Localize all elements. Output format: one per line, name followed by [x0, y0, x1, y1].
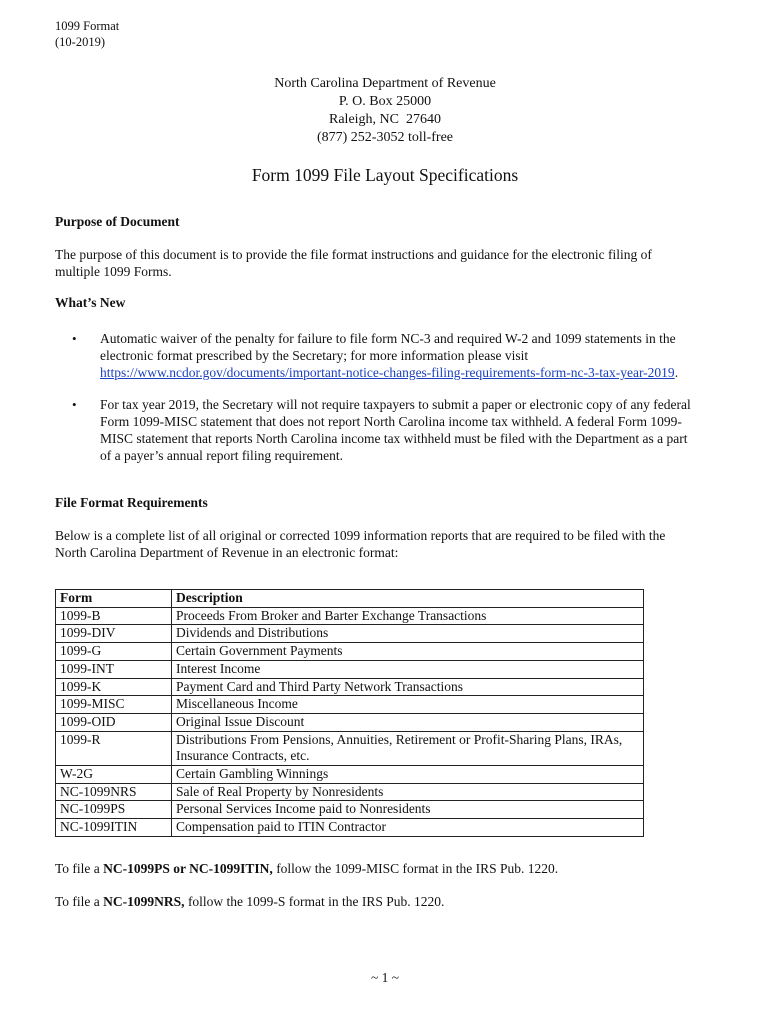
description-cell: Personal Services Income paid to Nonresidents — [172, 801, 644, 819]
agency-city: Raleigh, NC 27640 — [329, 112, 441, 127]
bullet-1-marker: • — [72, 331, 77, 346]
agency-name: North Carolina Department of Revenue — [274, 76, 496, 91]
form-cell: 1099-INT — [56, 660, 172, 678]
description-cell: Compensation paid to ITIN Contractor — [172, 819, 644, 837]
table-row — [56, 713, 644, 731]
document-title: Form 1099 File Layout Specifications — [251, 165, 519, 185]
bullet-2-text — [100, 396, 720, 464]
form-revision-date: (10-2019) — [55, 35, 105, 49]
note-1-post: follow the 1099-MISC format in the IRS Pub. 1220. — [272, 861, 559, 876]
table-row — [56, 696, 644, 714]
agency-po-box: P. O. Box 25000 — [338, 94, 432, 109]
bullet-2-line-3: MISC statement that reports North Carolina income tax withheld must be filed with the Department as a part — [100, 431, 688, 446]
bullet-1-line-2: electronic format prescribed by the Secretary; for more information please visit — [100, 348, 529, 363]
note-nc1099ps — [55, 860, 695, 877]
ncdor-notice-link[interactable]: https://www.ncdor.gov/documents/important-notice-changes-filing-requirements-form-nc-3-tax-year-2019 — [100, 365, 675, 380]
description-cell: Dividends and Distributions — [172, 625, 644, 643]
note-nc1099nrs — [55, 893, 695, 910]
description-cell: Distributions From Pensions, Annuities, Retirement or Profit-Sharing Plans, IRAs, Insurance Contracts, etc. — [172, 731, 644, 765]
table-row — [56, 731, 644, 765]
description-cell: Miscellaneous Income — [172, 696, 644, 714]
note-1-pre: To file a — [55, 861, 104, 876]
bullet-2-line-2: Form 1099-MISC statement that does not report North Carolina income tax withheld. A federal Form 1099- — [100, 414, 682, 429]
table-header-row — [56, 590, 644, 608]
table-row — [56, 660, 644, 678]
note-2-post: follow the 1099-S format in the IRS Pub. 1220. — [184, 894, 445, 909]
description-cell: Sale of Real Property by Nonresidents — [172, 783, 644, 801]
table-row — [56, 643, 644, 661]
form-cell: 1099-K — [56, 678, 172, 696]
requirements-line-1: Below is a complete list of all original or corrected 1099 information reports that are required to be filed with the — [55, 528, 666, 543]
table-row — [56, 607, 644, 625]
page-number: ~ 1 ~ — [370, 970, 400, 985]
table-row — [56, 766, 644, 784]
description-cell: Certain Government Payments — [172, 643, 644, 661]
purpose-paragraph — [55, 246, 695, 280]
form-version-header — [55, 18, 119, 50]
form-cell: 1099-DIV — [56, 625, 172, 643]
description-cell: Original Issue Discount — [172, 713, 644, 731]
requirements-paragraph — [55, 527, 695, 561]
file-format-heading: File Format Requirements — [55, 495, 208, 510]
form-cell: 1099-G — [56, 643, 172, 661]
note-2-pre: To file a — [55, 894, 104, 909]
bullet-1-line-3 — [100, 364, 720, 381]
form-cell: 1099-MISC — [56, 696, 172, 714]
agency-address-block — [0, 75, 770, 147]
description-cell: Certain Gambling Winnings — [172, 766, 644, 784]
form-cell: NC-1099PS — [56, 801, 172, 819]
bullet-2-line-1: For tax year 2019, the Secretary will not require taxpayers to submit a paper or electronic copy of any federal — [100, 397, 691, 412]
table-row — [56, 783, 644, 801]
purpose-heading: Purpose of Document — [55, 214, 180, 229]
purpose-line-2: multiple 1099 Forms. — [55, 264, 172, 279]
bullet-1-text — [100, 330, 720, 381]
form-cell: 1099-R — [56, 731, 172, 765]
note-1-bold: NC-1099PS or NC-1099ITIN, — [103, 861, 273, 876]
purpose-line-1: The purpose of this document is to provide the file format instructions and guidance for the electronic filing of — [55, 247, 652, 262]
bullet-1-line-1: Automatic waiver of the penalty for failure to file form NC-3 and required W-2 and 1099 statements in the — [100, 331, 676, 346]
form-cell: 1099-OID — [56, 713, 172, 731]
table-row — [56, 625, 644, 643]
requirements-line-2: North Carolina Department of Revenue in an electronic format: — [55, 545, 399, 560]
form-cell: W-2G — [56, 766, 172, 784]
table-row — [56, 678, 644, 696]
column-header-description: Description — [172, 590, 644, 608]
form-name: 1099 Format — [55, 19, 120, 33]
bullet-1-period: . — [674, 365, 679, 380]
column-header-form: Form — [56, 590, 172, 608]
description-cell: Proceeds From Broker and Barter Exchange Transactions — [172, 607, 644, 625]
whats-new-heading: What’s New — [55, 295, 126, 310]
description-cell: Payment Card and Third Party Network Transactions — [172, 678, 644, 696]
form-cell: 1099-B — [56, 607, 172, 625]
bullet-2-marker: • — [72, 397, 77, 412]
agency-phone: (877) 252-3052 toll-free — [316, 130, 454, 145]
forms-table — [55, 589, 644, 837]
table-row — [56, 801, 644, 819]
form-cell: NC-1099NRS — [56, 783, 172, 801]
note-2-bold: NC-1099NRS, — [103, 894, 185, 909]
bullet-2-line-4: of a payer’s annual report filing requirement. — [100, 448, 344, 463]
form-cell: NC-1099ITIN — [56, 819, 172, 837]
description-cell: Interest Income — [172, 660, 644, 678]
table-row — [56, 819, 644, 837]
